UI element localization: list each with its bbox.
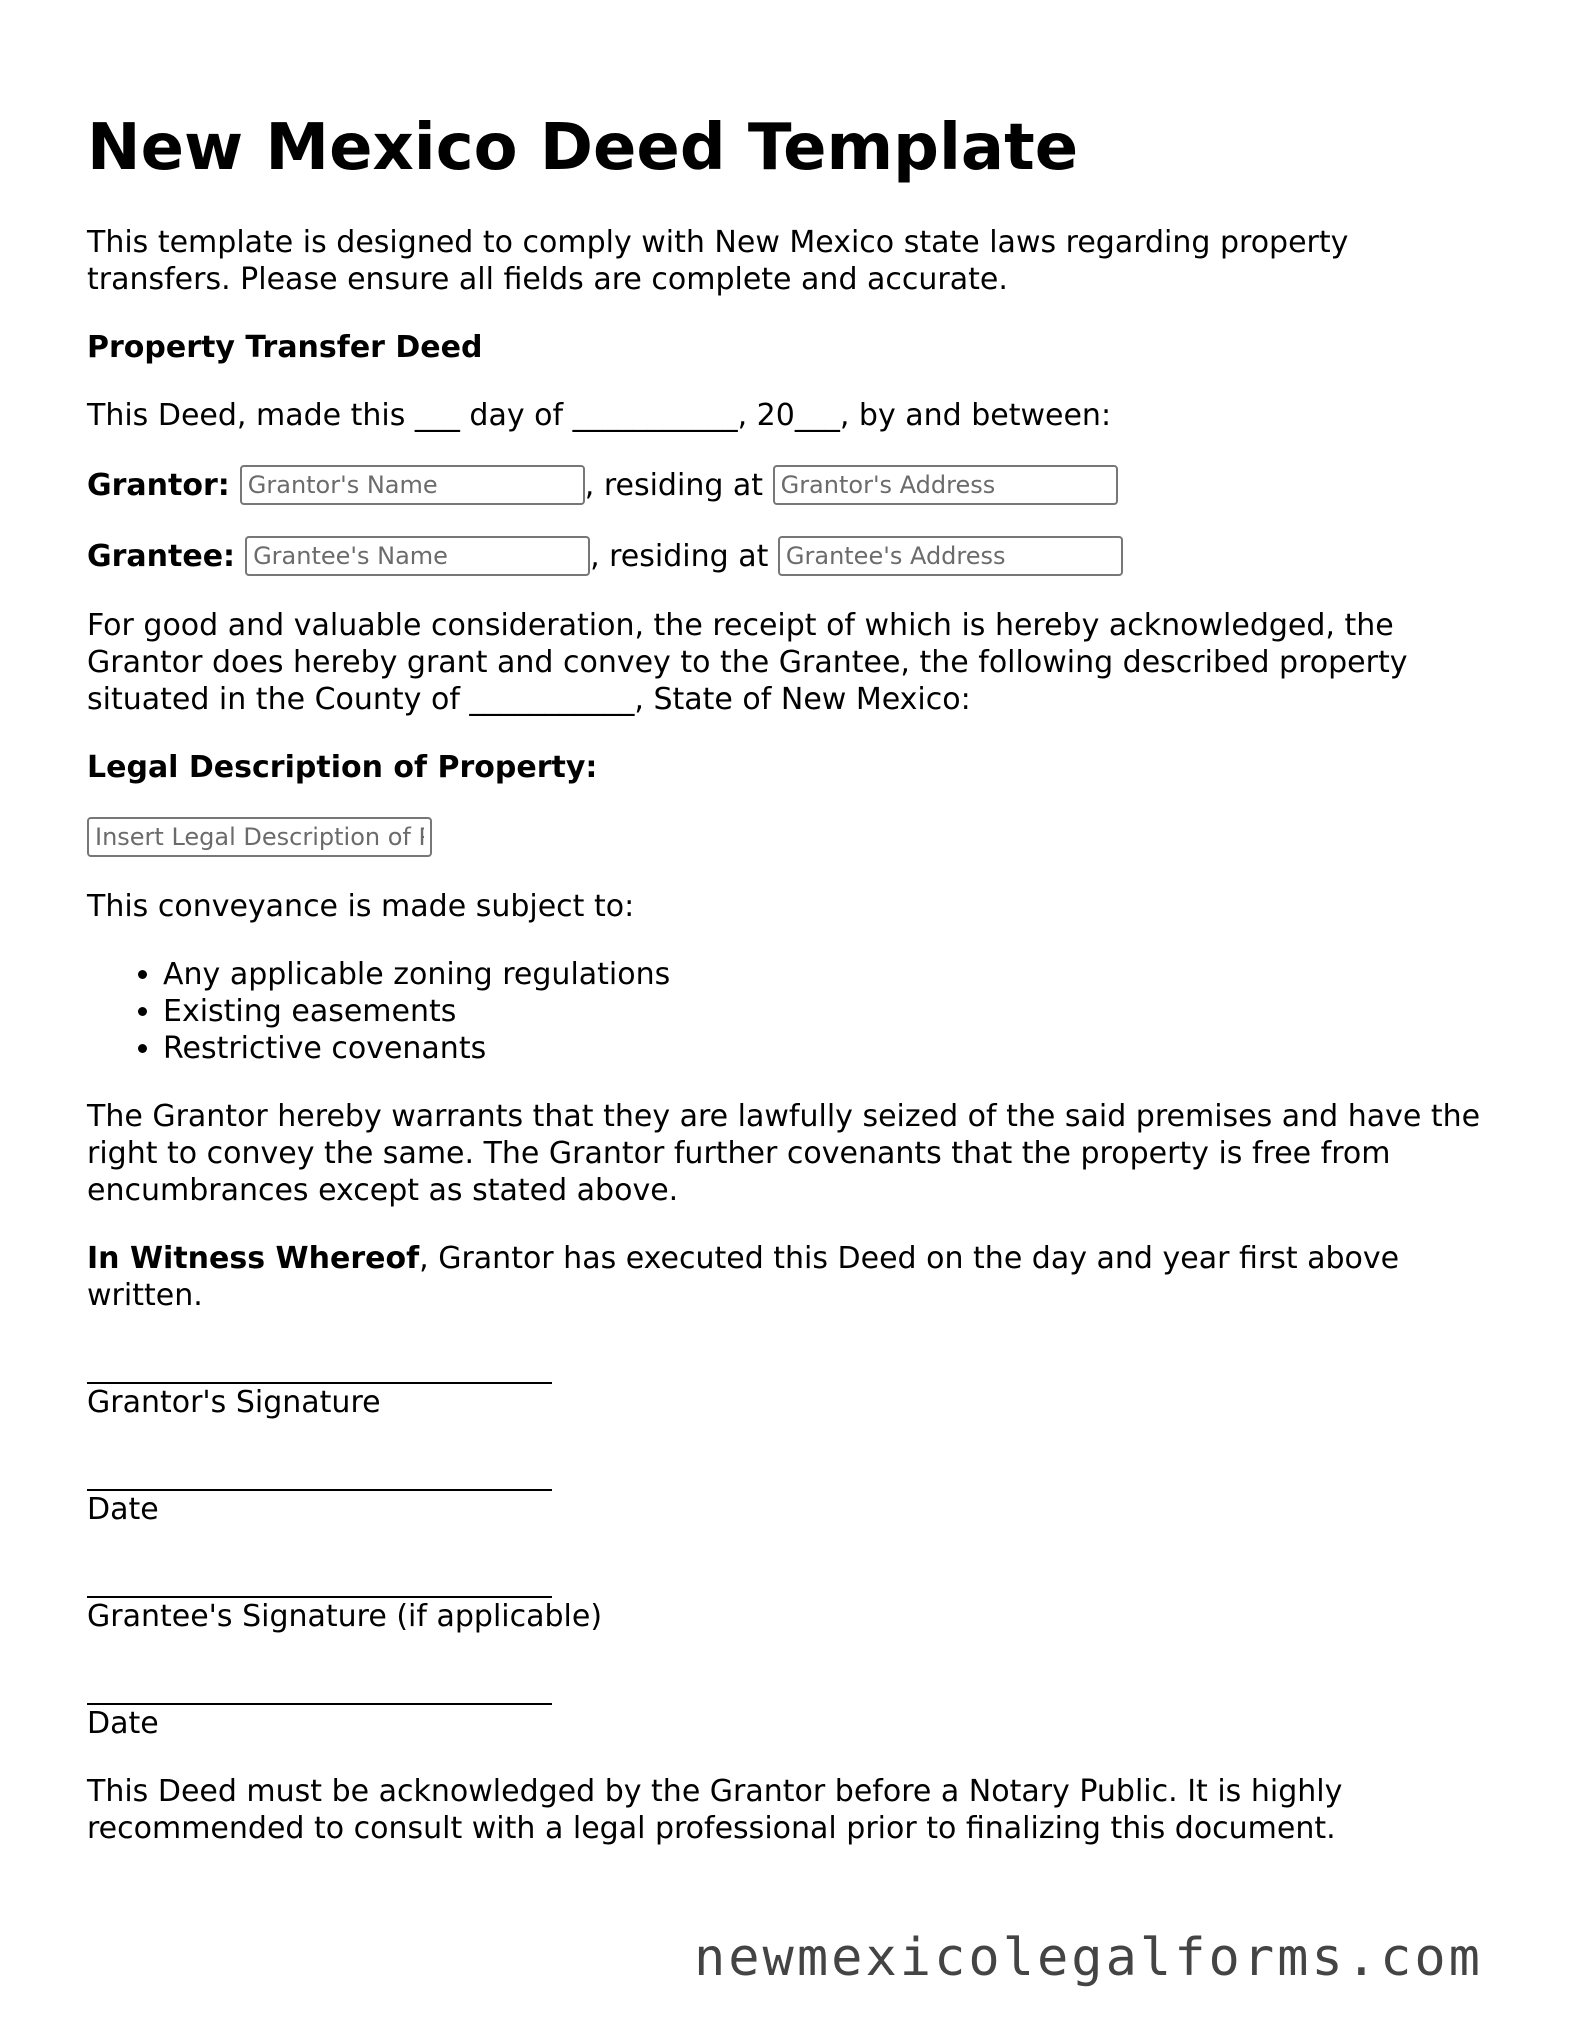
- footer-watermark: newmexicolegalforms.com: [693, 1928, 1483, 1988]
- list-item: • Existing easements: [163, 993, 1487, 1030]
- signature-line: [87, 1345, 552, 1384]
- warranty-text: The Grantor hereby warrants that they are lawfully seized of the said premises and have the right to convey the same. The Grantor further covenants that the property is free from encumbrances except as stated above.: [87, 1099, 1481, 1208]
- signature-block-grantor: [87, 1345, 1487, 1421]
- section-heading: Property Transfer Deed: [87, 330, 483, 365]
- consideration-text: For good and valuable consideration, the receipt of which is hereby acknowledged, the Grantor does hereby grant and convey to the Grantee, the following described property situated in the County of ___________, State of New Mexico:: [87, 608, 1408, 717]
- grantor-row: [87, 465, 1487, 505]
- signature-block-date-2: [87, 1666, 1487, 1742]
- grantor-name-input[interactable]: [240, 465, 585, 505]
- signature-block-date-1: [87, 1452, 1487, 1528]
- legal-description-input[interactable]: [87, 817, 432, 857]
- signature-line: [87, 1666, 552, 1705]
- signature-line: [87, 1452, 552, 1491]
- witness-bold: In Witness Whereof: [87, 1241, 420, 1276]
- signature-label: Grantee's Signature (if applicable): [87, 1599, 603, 1634]
- date-line: This Deed, made this ___ day of ___________, 20___, by and between:: [87, 398, 1112, 433]
- signature-label: Date: [87, 1706, 159, 1741]
- intro-text: This template is designed to comply with New Mexico state laws regarding property transfers. Please ensure all fields are complete and accurate.: [87, 225, 1349, 297]
- list-item: • Restrictive covenants: [163, 1030, 1487, 1067]
- legal-description-row: [87, 817, 1487, 857]
- signature-block-grantee: [87, 1559, 1487, 1635]
- grantee-name-input[interactable]: [245, 536, 590, 576]
- deed-document: [87, 108, 1487, 1878]
- witness-text: [87, 1240, 1487, 1314]
- legal-description-heading: Legal Description of Property:: [87, 750, 598, 785]
- grantee-row: [87, 536, 1487, 576]
- grantee-label: Grantee:: [87, 538, 236, 574]
- list-item: • Any applicable zoning regulations: [163, 956, 1487, 993]
- signature-line: [87, 1559, 552, 1598]
- grantor-residing-text: , residing at: [584, 467, 773, 503]
- notary-note: This Deed must be acknowledged by the Grantor before a Notary Public. It is highly recommended to consult with a legal professional prior to finalizing this document.: [87, 1774, 1343, 1846]
- subject-to-text: This conveyance is made subject to:: [87, 889, 635, 924]
- grantee-residing-text: , residing at: [590, 538, 778, 574]
- page-title: New Mexico Deed Template: [87, 111, 1079, 185]
- grantee-address-input[interactable]: [778, 536, 1123, 576]
- grantor-label: Grantor:: [87, 467, 230, 503]
- grantor-address-input[interactable]: [773, 465, 1118, 505]
- signature-label: Grantor's Signature: [87, 1385, 381, 1420]
- signature-label: Date: [87, 1492, 159, 1527]
- conditions-list: [87, 956, 1487, 1067]
- witness-rest: , Grantor has executed this Deed on the day and year first above written.: [87, 1241, 1400, 1313]
